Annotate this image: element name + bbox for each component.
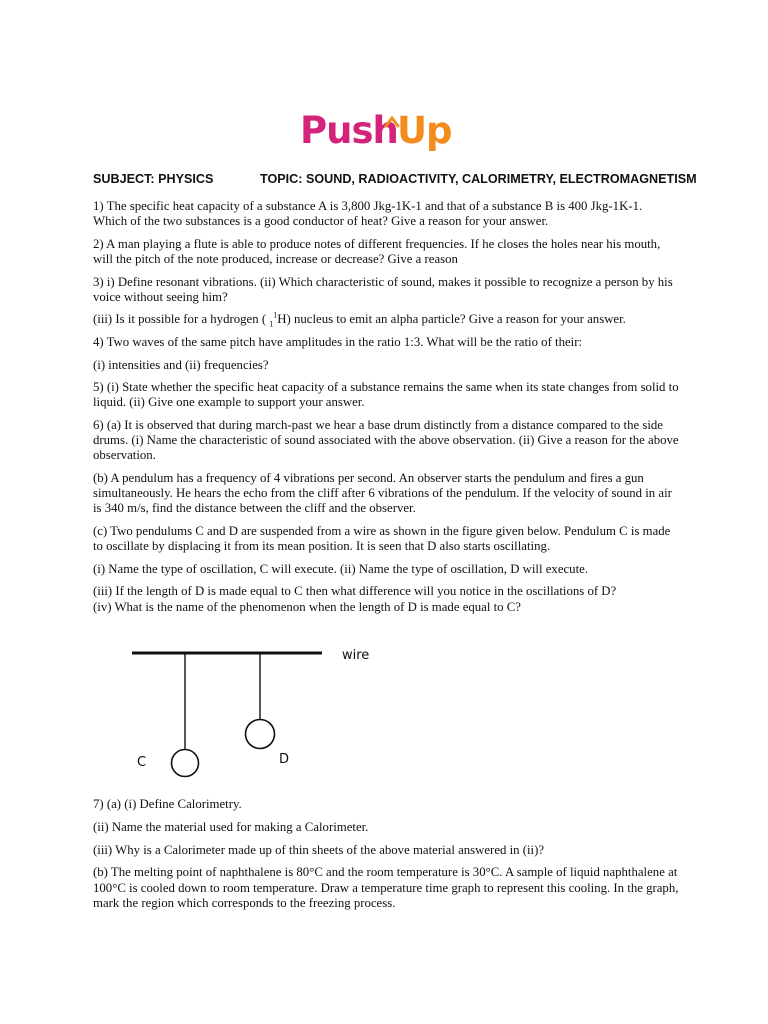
pendulum-d-bob — [246, 720, 275, 749]
question-5: 5) (i) State whether the specific heat capacity of a substance remains the same when its state changes from solid to liquid. (ii) Give one example to support your answer. — [93, 380, 679, 410]
question-7a-ii: (ii) Name the material used for making a Calorimeter. — [93, 819, 369, 834]
worksheet-header — [93, 172, 697, 190]
question-3b — [93, 312, 679, 327]
question-3b-post: H) nucleus to emit an alpha particle? Give a reason for your answer. — [277, 312, 626, 327]
pendulum-c-bob — [172, 750, 199, 777]
question-7b: (b) The melting point of naphthalene is 80°C and the room temperature is 30°C. A sample of liquid naphthalene at 100°C is cooled down to room temperature. Draw a temperature time graph to represent this cooling. In the graph, mark the region which corresponds to the freezing process. — [93, 865, 679, 910]
logo-arrow-icon — [384, 116, 400, 128]
wire-label: wire — [342, 648, 370, 663]
question-6a: 6) (a) It is observed that during march-past we hear a base drum distinctly from a distance compared to the side drums. (i) Name the characteristic of sound associated with the above observation. (ii) Give a reason for the above observation. — [93, 417, 679, 463]
question-7a-iii: (iii) Why is a Calorimeter made up of thin sheets of the above material answered in (ii)? — [93, 842, 545, 857]
question-6b: (b) A pendulum has a frequency of 4 vibrations per second. An observer starts the pendulum and fires a gun simultaneously. He hears the echo from the cliff after 6 vibrations of the pendulum. If the velocity of sound in air is 340 m/s, find the distance between the cliff and the observer. — [93, 470, 672, 516]
question-6c-iii: (iii) If the length of D is made equal to C then what difference will you notice in the oscillations of D? — [93, 584, 617, 599]
question-1: 1) The specific heat capacity of a substance A is 3,800 Jkg-1K-1 and that of a substance B is 400 Jkg-1K-1. Which of the two substances is a good conductor of heat? Give a reason for your answer. — [93, 199, 643, 229]
question-6c-iv: (iv) What is the name of the phenomenon when the length of D is made equal to C? — [93, 599, 521, 614]
question-7a: 7) (a) (i) Define Calorimetry. — [93, 797, 242, 811]
question-6c-i-ii: (i) Name the type of oscillation, C will execute. (ii) Name the type of oscillation, D will execute. — [93, 561, 589, 576]
pendulum-diagram — [120, 640, 400, 790]
topic-label: TOPIC: SOUND, RADIOACTIVITY, CALORIMETRY, ELECTROMAGNETISM — [260, 172, 697, 186]
question-2: 2) A man playing a flute is able to produce notes of different frequencies. If he closes the holes near his mouth, will the pitch of the note produced, increase or decrease? Give a reason — [93, 236, 661, 266]
questions-section-7 — [93, 797, 679, 919]
subject-label: SUBJECT: PHYSICS — [93, 172, 214, 186]
question-4-parts: (i) intensities and (ii) frequencies? — [93, 357, 269, 372]
question-4: 4) Two waves of the same pitch have amplitudes in the ratio 1:3. What will be the ratio of their: — [93, 334, 583, 349]
logo-up-text: Up — [397, 109, 452, 152]
question-3b-superscript: 1 — [273, 311, 278, 321]
pendulum-d-label: D — [279, 752, 290, 767]
pendulum-c-label: C — [137, 755, 147, 770]
questions-section — [93, 199, 679, 622]
question-3a: 3) i) Define resonant vibrations. (ii) Which characteristic of sound, makes it possible to recognize a person by his voice without seeing him? — [93, 274, 673, 304]
question-3b-pre: (iii) Is it possible for a hydrogen ( — [93, 312, 270, 327]
question-6c: (c) Two pendulums C and D are suspended from a wire as shown in the figure given below. Pendulum C is made to oscillate by displacing it from its mean position. It is seen that D also starts oscillating. — [93, 523, 671, 554]
question-3b-subscript: 1 — [269, 319, 274, 329]
logo-push-text: Push — [300, 109, 398, 152]
